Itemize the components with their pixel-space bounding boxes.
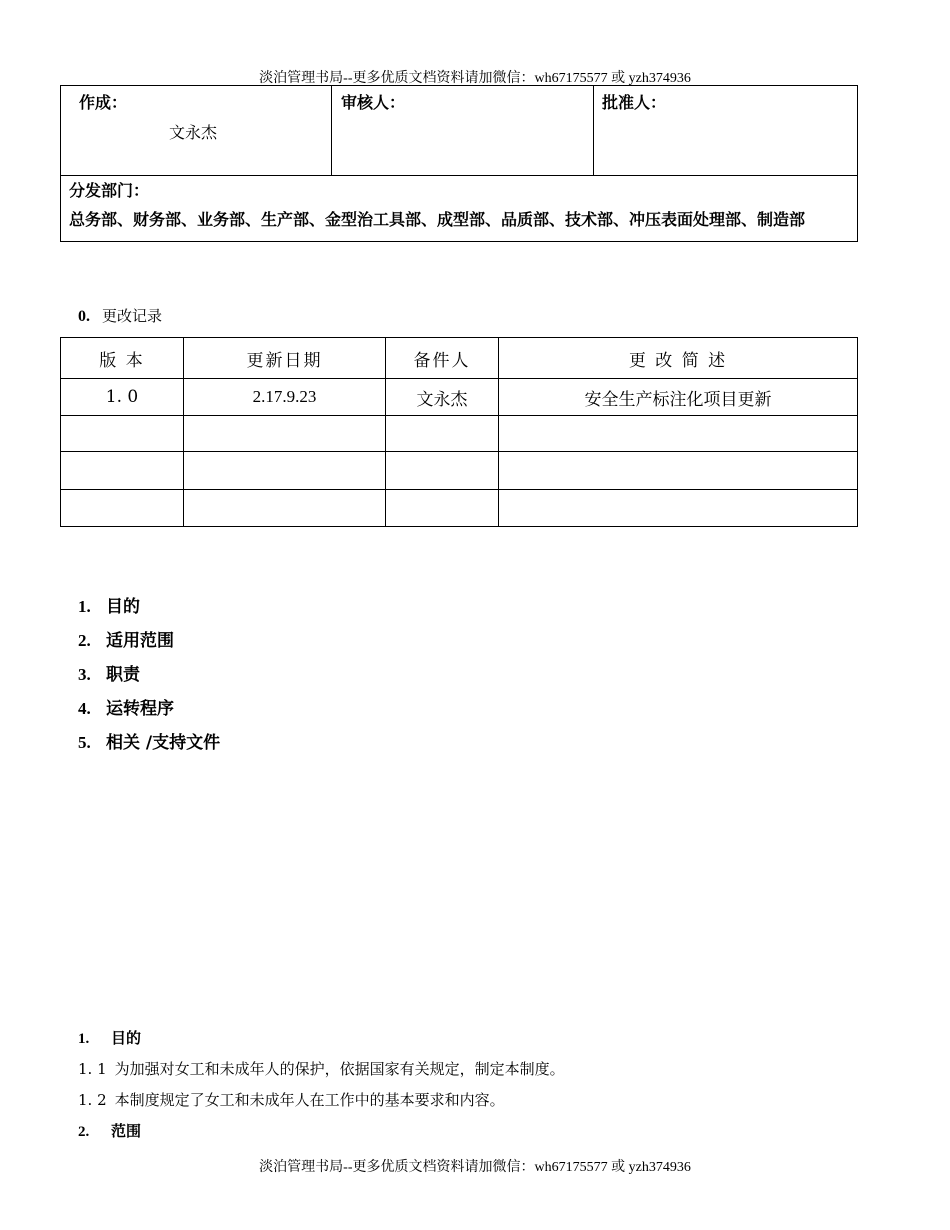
paragraph-number: 1. 2 [78,1091,107,1109]
header-date: 更新日期 [184,338,386,379]
scope-number: 2. [78,1124,90,1140]
scope-heading [78,1120,141,1141]
reviewer-cell [332,86,594,176]
toc-item [78,590,220,624]
purpose-title: 目的 [111,1029,142,1047]
author-cell [61,86,332,176]
toc-item [78,726,220,760]
table-of-contents [78,590,220,760]
distribution-departments: 总务部、财务部、业务部、生产部、金型治工具部、成型部、品质部、技术部、冲压表面处理部、制造部 [69,210,806,229]
author-name: 文永杰 [169,123,218,142]
paragraph-1-2 [78,1089,505,1110]
change-record-title: 更改记录 [102,307,163,325]
cell-summary: 安全生产标注化项目更新 [499,379,858,416]
reviewer-label: 审核人： [341,93,406,112]
cell-summary [499,490,858,527]
cell-summary [499,416,858,452]
toc-item [78,658,220,692]
page-footer: 淡泊管理书局--更多优质文档资料请加微信：wh67175577 或 yzh374936 [259,1160,691,1175]
change-record-number: 0. [78,308,90,325]
author-label: 作成： [79,93,128,112]
paragraph-number: 1. 1 [78,1060,107,1078]
cell-person [386,490,499,527]
toc-item [78,624,220,658]
cell-person [386,452,499,490]
header-person: 备件人 [386,338,499,379]
scope-title: 范围 [111,1122,142,1140]
toc-title: 相关 /支持文件 [106,733,221,753]
cell-person [386,416,499,452]
purpose-heading [78,1027,141,1048]
cell-date: 2.17.9.23 [184,379,386,416]
table-row [61,452,858,490]
toc-title: 适用范围 [106,631,174,651]
distribution-cell [61,176,858,242]
table-row [61,490,858,527]
toc-title: 目的 [106,597,140,617]
toc-number: 3. [78,665,91,684]
approver-cell [594,86,858,176]
header-summary: 更 改 简 述 [499,338,858,379]
cell-version: 1. 0 [61,379,184,416]
toc-number: 4. [78,699,91,718]
cell-date [184,490,386,527]
header-version: 版 本 [61,338,184,379]
change-record-table [60,337,858,527]
cell-person: 文永杰 [386,379,499,416]
table-row [61,379,858,416]
toc-number: 2. [78,631,91,650]
cell-version [61,490,184,527]
paragraph-text: 为加强对女工和未成年人的保护，依据国家有关规定，制定本制度。 [114,1060,565,1078]
purpose-number: 1. [78,1031,90,1047]
cell-summary [499,452,858,490]
change-record-heading [78,305,162,326]
distribution-label: 分发部门： [69,181,150,200]
page-header: 淡泊管理书局--更多优质文档资料请加微信：wh67175577 或 yzh374936 [259,71,691,86]
cell-version [61,452,184,490]
toc-item [78,692,220,726]
toc-title: 职责 [106,665,140,685]
approver-label: 批准人： [602,93,667,112]
table-row [61,416,858,452]
paragraph-text: 本制度规定了女工和未成年人在工作中的基本要求和内容。 [114,1091,505,1109]
toc-title: 运转程序 [106,699,174,719]
cell-version [61,416,184,452]
toc-number: 1. [78,597,91,616]
signoff-table [60,85,858,242]
cell-date [184,416,386,452]
table-header-row [61,338,858,379]
cell-date [184,452,386,490]
paragraph-1-1 [78,1058,565,1079]
toc-number: 5. [78,733,91,752]
